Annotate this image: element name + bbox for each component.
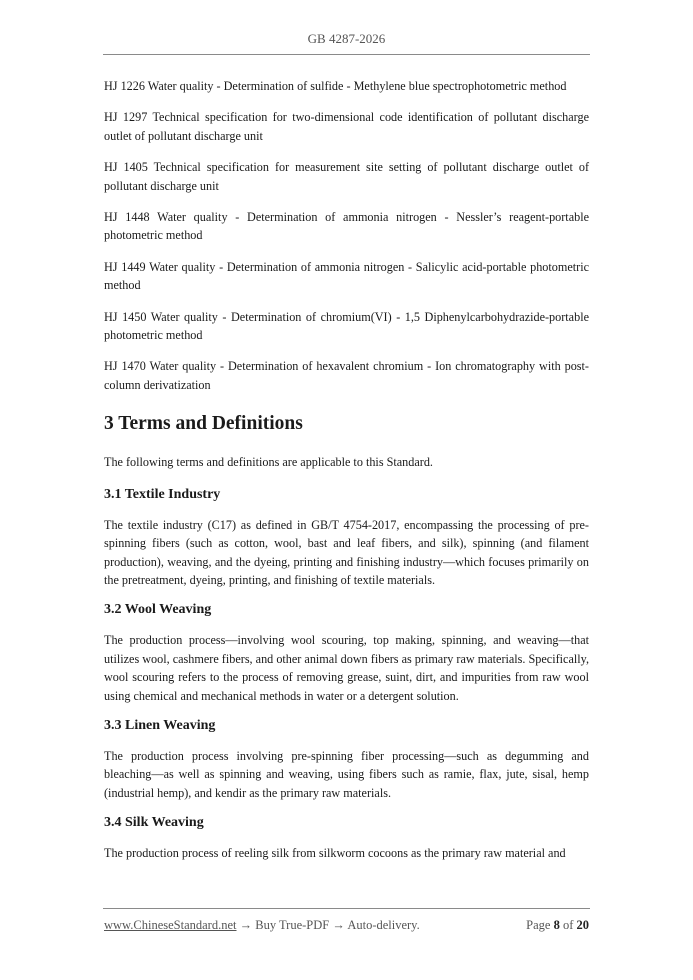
subsection-heading-textile-industry: 3.1 Textile Industry: [104, 486, 221, 502]
subsection-heading-linen-weaving: 3.3 Linen Weaving: [104, 717, 216, 733]
section-heading: 3 Terms and Definitions: [104, 413, 303, 435]
arrow-right-icon: →: [332, 918, 345, 932]
page-body: [104, 77, 589, 875]
definition-textile-industry: The textile industry (C17) as defined in GB/T 4754-2017, encompassing the processing of pre-spinning fibers (such as cotton, wool, bast and leaf fibers, and silk), spinning (and filament production), weaving, and the dyeing, printing and finishing industry—which focuses primarily on the pretreatment, dyeing, printing, and finishing of textile materials.: [104, 517, 589, 587]
reference-hj-1297: HJ 1297 Technical specification for two-dimensional code identification of pollutant discharge outlet of pollutant discharge unit: [104, 110, 589, 143]
header-divider: [103, 54, 590, 55]
definition-wool-weaving: The production process—involving wool scouring, top making, spinning, and weaving—that utilizes wool, cashmere fibers, and other animal down fibers as primary raw materials. Specifically, wool scouring refers to the process of removing grease, suint, dirt, and impurities from raw wool using chemical and mechanical methods in water or a detergent solution.: [104, 633, 589, 703]
arrow-right-icon: →: [239, 918, 253, 932]
auto-delivery-text: Auto-delivery.: [347, 918, 420, 932]
definition-silk-weaving: The production process of reeling silk from silkworm cocoons as the primary raw material and: [104, 846, 566, 861]
subsection-heading-wool-weaving: 3.2 Wool Weaving: [104, 602, 212, 618]
reference-hj-1226: HJ 1226 Water quality - Determination of sulfide - Methylene blue spectrophotometric method: [104, 79, 567, 93]
footer-promo: [104, 918, 420, 933]
footer-divider: [103, 908, 590, 909]
subsection-heading-silk-weaving: 3.4 Silk Weaving: [104, 815, 204, 831]
page-number: Page 8 of 20: [526, 918, 589, 932]
definition-linen-weaving: The production process involving pre-spinning fiber processing—such as degumming and bleaching—as well as spinning and weaving, using fibers such as ramie, flax, jute, sisal, hemp (industrial hemp), and kendir as the primary raw materials.: [104, 748, 589, 800]
reference-hj-1448: HJ 1448 Water quality - Determination of ammonia nitrogen - Nessler’s reagent-portable photometric method: [104, 210, 589, 243]
site-link[interactable]: www.ChineseStandard.net: [104, 918, 237, 932]
section-intro: The following terms and definitions are applicable to this Standard.: [104, 455, 433, 470]
current-page: 8: [553, 918, 560, 932]
reference-hj-1450: HJ 1450 Water quality - Determination of chromium(VI) - 1,5 Diphenylcarbohydrazide-portable photometric method: [104, 309, 589, 343]
running-header: GB 4287-2026: [307, 31, 386, 46]
reference-hj-1449: HJ 1449 Water quality - Determination of ammonia nitrogen - Salicylic acid-portable photometric method: [104, 259, 589, 293]
reference-hj-1405: HJ 1405 Technical specification for measurement site setting of pollutant discharge outlet of pollutant discharge unit: [104, 160, 589, 193]
total-pages: 20: [576, 918, 589, 932]
buy-pdf-text: Buy True-PDF: [255, 918, 330, 932]
reference-hj-1470: HJ 1470 Water quality - Determination of hexavalent chromium - Ion chromatography with post-column derivatization: [104, 359, 589, 392]
